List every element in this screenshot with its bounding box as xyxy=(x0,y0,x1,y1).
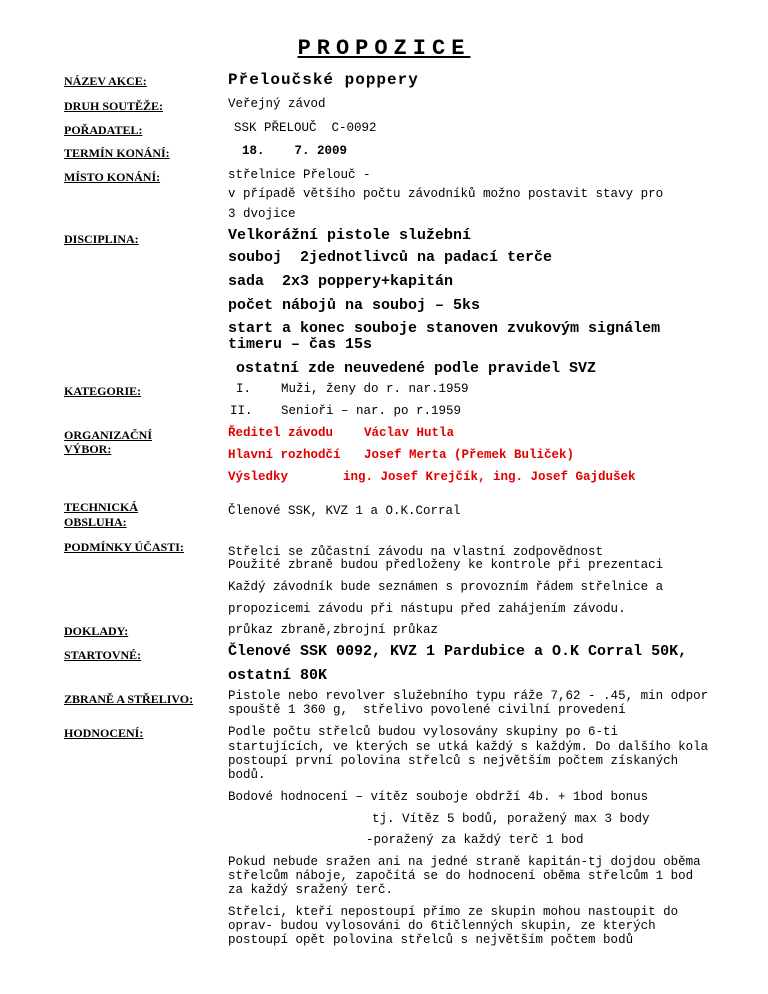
label-documents: DOKLADY: xyxy=(64,624,129,638)
entry-fee-line-2: ostatní 80K xyxy=(228,667,328,684)
label-date: TERMÍN KONÁNÍ: xyxy=(64,146,170,160)
venue-line-1: střelnice Přelouč - xyxy=(228,168,371,182)
label-tech-staff-1: TECHNICKÁ xyxy=(64,500,139,514)
scoring-line-13: postoupí opět polovina střelců s největším počtem bodů xyxy=(228,933,634,947)
discipline-line-5: start a konec souboje stanoven zvukovým signálem xyxy=(228,320,661,337)
venue-line-2: v případě většího počtu závodníků možno postavit stavy pro xyxy=(228,187,664,201)
tech-staff: Členové SSK, KVZ 1 a O.K.Corral xyxy=(228,504,461,518)
committee-role-judge: Hlavní rozhodčí xyxy=(228,448,341,462)
label-organizer: POŘADATEL: xyxy=(64,123,143,137)
scoring-line-5: Bodové hodnocení – vítěz souboje obdrží 4b. + 1bod bonus xyxy=(228,790,649,804)
scoring-line-1: Podle počtu střelců budou vylosovány skupiny po 6-ti xyxy=(228,725,619,739)
conditions-line-3: Každý závodník bude seznámen s provozním řádem střelnice a xyxy=(228,580,664,594)
label-committee-1: ORGANIZAČNÍ xyxy=(64,428,153,442)
venue-line-3: 3 dvojice xyxy=(228,207,296,221)
label-conditions: PODMÍNKY ÚČASTI: xyxy=(64,540,184,554)
weapons-line-1: Pistole nebo revolver služebního typu ráže 7,62 - .45, min odpor xyxy=(228,689,709,703)
page-title: PROPOZICE xyxy=(297,36,471,61)
label-tech-staff-2: OBSLUHA: xyxy=(64,515,127,529)
category-1: Muži, ženy do r. nar.1959 xyxy=(281,382,469,396)
label-venue: MÍSTO KONÁNÍ: xyxy=(64,170,161,184)
documents: průkaz zbraně,zbrojní průkaz xyxy=(228,623,439,637)
category-1-number: I. xyxy=(236,382,252,396)
competition-type: Veřejný závod xyxy=(228,97,326,111)
entry-fee-line-1: Členové SSK 0092, KVZ 1 Pardubice a O.K Corral 50K, xyxy=(228,643,688,660)
discipline-line-7: ostatní zde neuvedené podle pravidel SVZ xyxy=(236,360,597,377)
committee-role-results: Výsledky xyxy=(228,470,289,484)
scoring-line-10: za každý sražený terč. xyxy=(228,883,394,897)
scoring-line-4: bodů. xyxy=(228,768,266,782)
label-weapons: ZBRANĚ A STŘELIVO: xyxy=(64,692,194,706)
scoring-line-3: postoupí první polovina střelců s největším počtem získaných xyxy=(228,754,679,768)
label-event-name: NÁZEV AKCE: xyxy=(64,74,147,88)
scoring-line-12: oprav- budou vylosováni do 6tičlenných skupin, ze kterých xyxy=(228,919,656,933)
discipline-line-6: timeru – čas 15s xyxy=(228,336,373,353)
category-2: Senioři – nar. po r.1959 xyxy=(281,404,462,418)
conditions-line-1: Střelci se zůčastní závodu na vlastní zodpovědnost xyxy=(228,545,604,559)
discipline-line-4: počet nábojů na souboj – 5ks xyxy=(228,297,481,314)
discipline-title: Velkorážní pistole služební xyxy=(228,227,472,244)
scoring-line-7: -poražený za každý terč 1 bod xyxy=(366,833,584,847)
scoring-line-2: startujících, ve kterých se utká každý s každým. Do dalšího kola xyxy=(228,740,709,754)
event-name: Přeloučské poppery xyxy=(228,71,419,89)
scoring-line-8: Pokud nebude sražen ani na jedné straně kapitán-tj dojdou oběma xyxy=(228,855,701,869)
label-scoring: HODNOCENÍ: xyxy=(64,726,144,740)
category-2-number: II. xyxy=(230,404,253,418)
discipline-line-2: souboj 2jednotlivců na padací terče xyxy=(228,249,553,266)
committee-name-judge: Josef Merta (Přemek Buliček) xyxy=(364,448,575,462)
label-entry-fee: STARTOVNÉ: xyxy=(64,648,142,662)
scoring-line-11: Střelci, kteří nepostoupí přímo ze skupin mohou nastoupit do xyxy=(228,905,679,919)
label-category: KATEGORIE: xyxy=(64,384,142,398)
conditions-line-2: Použité zbraně budou předloženy ke kontrole při prezentaci xyxy=(228,558,664,572)
scoring-line-6: tj. Vítěz 5 bodů, poražený max 3 body xyxy=(372,812,650,826)
committee-role-director: Ředitel závodu xyxy=(228,426,334,440)
label-discipline: DISCIPLINA: xyxy=(64,232,139,246)
scoring-line-9: střelcům náboje, započítá se do hodnocení oběma střelcům 1 bod xyxy=(228,869,694,883)
organizer: SSK PŘELOUČ C-0092 xyxy=(234,121,377,135)
label-committee-2: VÝBOR: xyxy=(64,442,112,456)
conditions-line-4: propozicemi závodu při nástupu před zahájením závodu. xyxy=(228,602,626,616)
discipline-line-3: sada 2x3 poppery+kapitán xyxy=(228,273,454,290)
weapons-line-2: spouště 1 360 g, střelivo povolené civilní provedení xyxy=(228,703,626,717)
label-competition-type: DRUH SOUTĚŽE: xyxy=(64,99,164,113)
event-date: 18. 7. 2009 xyxy=(242,144,348,158)
committee-name-results: ing. Josef Krejčík, ing. Josef Gajdušek xyxy=(343,470,636,484)
committee-name-director: Václav Hutla xyxy=(364,426,455,440)
